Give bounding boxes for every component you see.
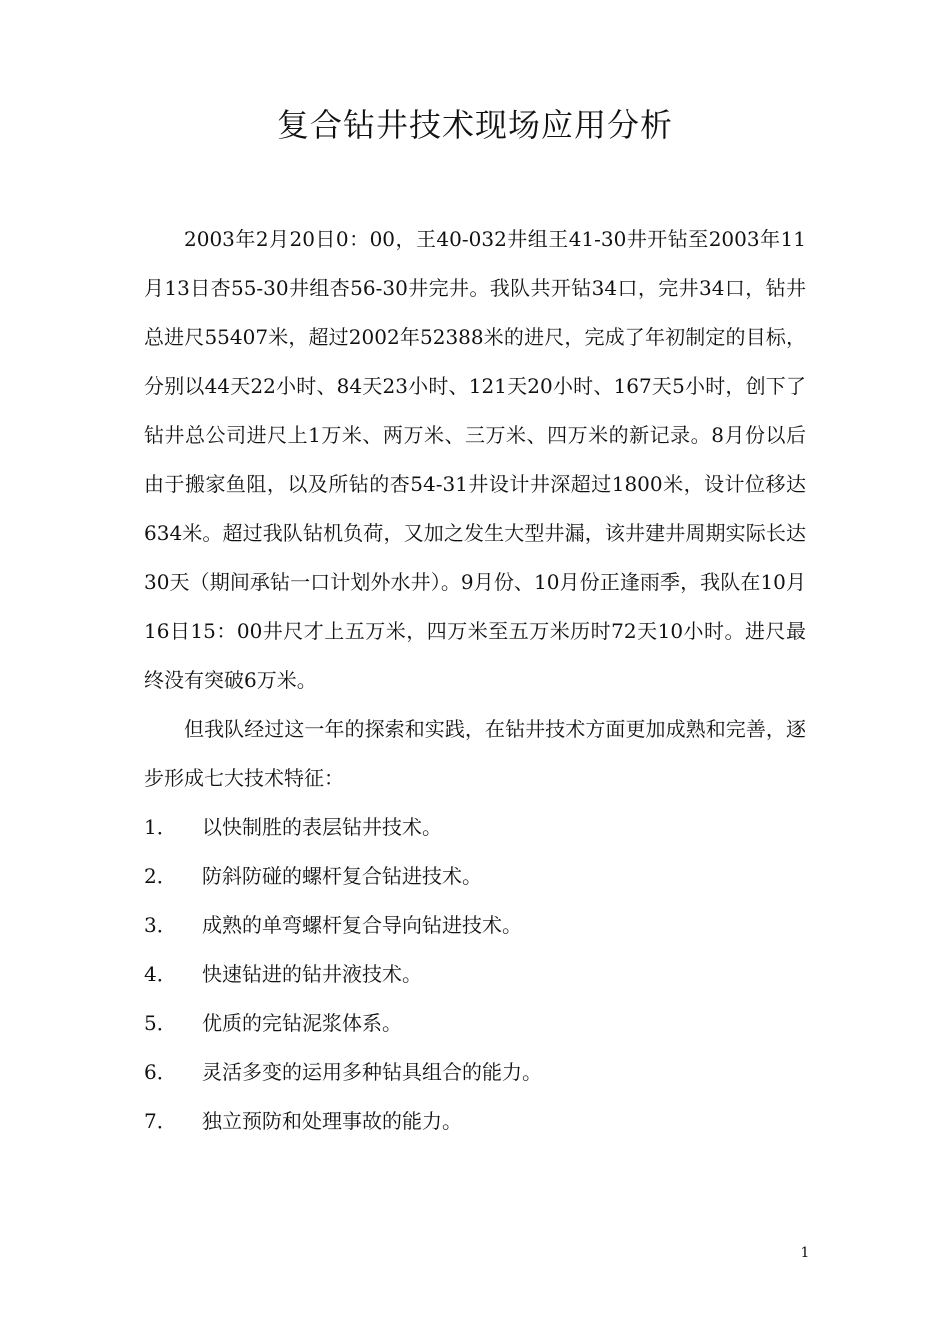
list-item [144,901,806,950]
list-item-number: 7． [144,1109,177,1133]
list-item-number: 3． [144,913,177,937]
list-item-text: 防斜防碰的螺杆复合钻进技术。 [202,864,482,888]
list-item [144,999,806,1048]
list-item-text: 独立预防和处理事故的能力。 [202,1109,462,1133]
list-item-text: 灵活多变的运用多种钻具组合的能力。 [202,1060,542,1084]
list-item [144,803,806,852]
list-item [144,852,806,901]
list-item-number: 6． [144,1060,177,1084]
list-item-number: 2． [144,864,177,888]
paragraph-features-intro: 但我队经过这一年的探索和实践，在钻井技术方面更加成熟和完善，逐步形成七大技术特征： [144,717,806,790]
list-item-number: 5． [144,1011,177,1035]
document-title: 复合钻井技术现场应用分析 [276,106,673,144]
list-item-number: 1． [144,815,177,839]
list-item [144,1097,806,1146]
list-item-number: 4． [144,962,177,986]
feature-list [144,803,806,1146]
list-item-text: 快速钻进的钻井液技术。 [202,962,422,986]
page-number: 1 [800,1245,810,1261]
list-item-text: 优质的完钻泥浆体系。 [202,1011,402,1035]
list-item-text: 成熟的单弯螺杆复合导向钻进技术。 [202,913,522,937]
list-item [144,1048,806,1097]
list-item-text: 以快制胜的表层钻井技术。 [202,815,442,839]
paragraph-summary: 2003年2月20日0：00，王40-032井组王41-30井开钻至2003年11月13日杏55-30井组杏56-30井完井。我队共开钻34口，完井34口，钻井总进尺55407米，超过2002年52388米的进尺，完成了年初制定的目标，分别以44天22小时、84天23小时、121天20小时、167天5小时，创下了钻井总公司进尺上1万米、两万米、三万米、四万米的新记录。8月份以后由于搬家鱼阻，以及所钻的杏54-31井设计井深超过1800米，设计位移达634米。超过我队钻机负荷，又加之发生大型井漏，该井建井周期实际长达30天（期间承钻一口计划外水井）。9月份、10月份正逢雨季，我队在10月16日15：00井尺才上五万米，四万米至五万米历时72天10小时。进尺最终没有突破6万米。 [144,227,806,692]
document-body [144,215,806,1146]
list-item [144,950,806,999]
